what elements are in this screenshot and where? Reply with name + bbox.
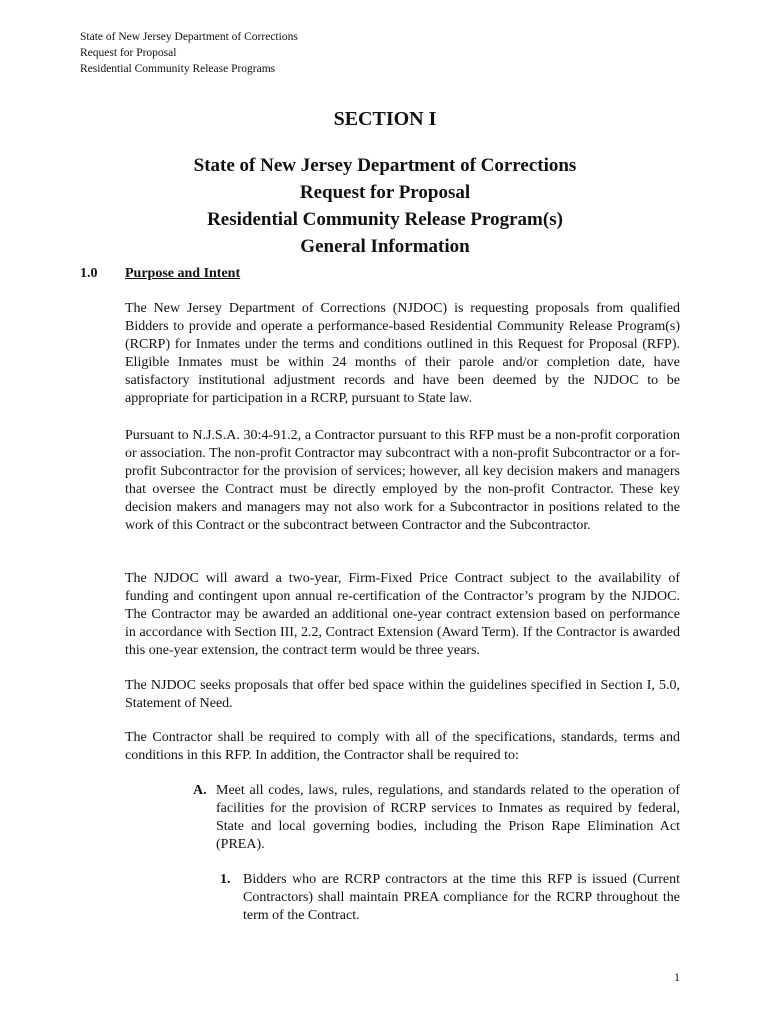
paragraph: The Contractor shall be required to comply with all of the specifications, standards, terms and conditions in this RFP. In addition, the Contractor shall be required to: [125, 730, 680, 763]
list-text: Bidders who are RCRP contractors at the time this RFP is issued (Current Contractors) shall maintain PREA compliance for the RCRP throughout the term of the Contract. [243, 872, 680, 923]
list-text: Meet all codes, laws, rules, regulations, and standards related to the operation of facilities for the provision of RCRP services to Inmates as required by federal, State and local governing bodies, including the Prison Rape Elimination Act (PREA). [216, 783, 680, 852]
paragraph: The NJDOC seeks proposals that offer bed space within the guidelines specified in Section I, 5.0, Statement of Need. [125, 678, 680, 711]
running-header-line: Request for Proposal [80, 47, 177, 59]
paragraph: Pursuant to N.J.S.A. 30:4-91.2, a Contractor pursuant to this RFP must be a non-profit corporation or association. The non-profit Contractor may subcontract with a non-profit Subcontractor or a for-profit Subcontractor for the provision of services; however, all key decision makers and managers that oversee the Contract must be directly employed by the non-profit Contractor. These key decision makers and managers may not also work for a Subcontractor in positions related to the work of this Contract or the subcontract between Contractor and the Subcontractor. [125, 428, 680, 533]
list-item-a [193, 782, 680, 854]
document-title [0, 152, 770, 260]
title-line: State of New Jersey Department of Corrections [193, 155, 577, 176]
heading-title: Purpose and Intent [125, 266, 241, 281]
running-header-line: Residential Community Release Programs [80, 63, 276, 75]
list-marker: 1. [220, 872, 231, 887]
running-header [80, 29, 298, 77]
title-line: General Information [300, 236, 470, 257]
list-marker: A. [193, 783, 207, 798]
page-number: 1 [674, 970, 680, 984]
title-line: Request for Proposal [299, 182, 471, 203]
paragraph: The NJDOC will award a two-year, Firm-Fixed Price Contract subject to the availability of funding and contingent upon annual re-certification of the Contractor’s program by the NJDOC. The Contractor may be awarded an additional one-year contract extension based on performance in accordance with Section III, 2.2, Contract Extension (Award Term). If the Contractor is awarded this one-year extension, the contract term would be three years. [125, 571, 680, 658]
paragraph: The New Jersey Department of Corrections (NJDOC) is requesting proposals from qualified Bidders to provide and operate a performance-based Residential Community Release Program(s) (RCRP) for Inmates under the terms and conditions outlined in this Request for Proposal (RFP). Eligible Inmates must be within 24 months of their parole and/or completion date, have satisfactory institutional adjustment records and have been deemed by the NJDOC to be appropriate for participation in a RCRP, pursuant to State law. [125, 301, 680, 406]
title-line: Residential Community Release Program(s) [207, 209, 563, 230]
heading-number: 1.0 [80, 266, 98, 281]
list-item-1 [220, 871, 680, 925]
section-label: SECTION I [333, 108, 437, 130]
running-header-line: State of New Jersey Department of Corrections [80, 31, 298, 43]
